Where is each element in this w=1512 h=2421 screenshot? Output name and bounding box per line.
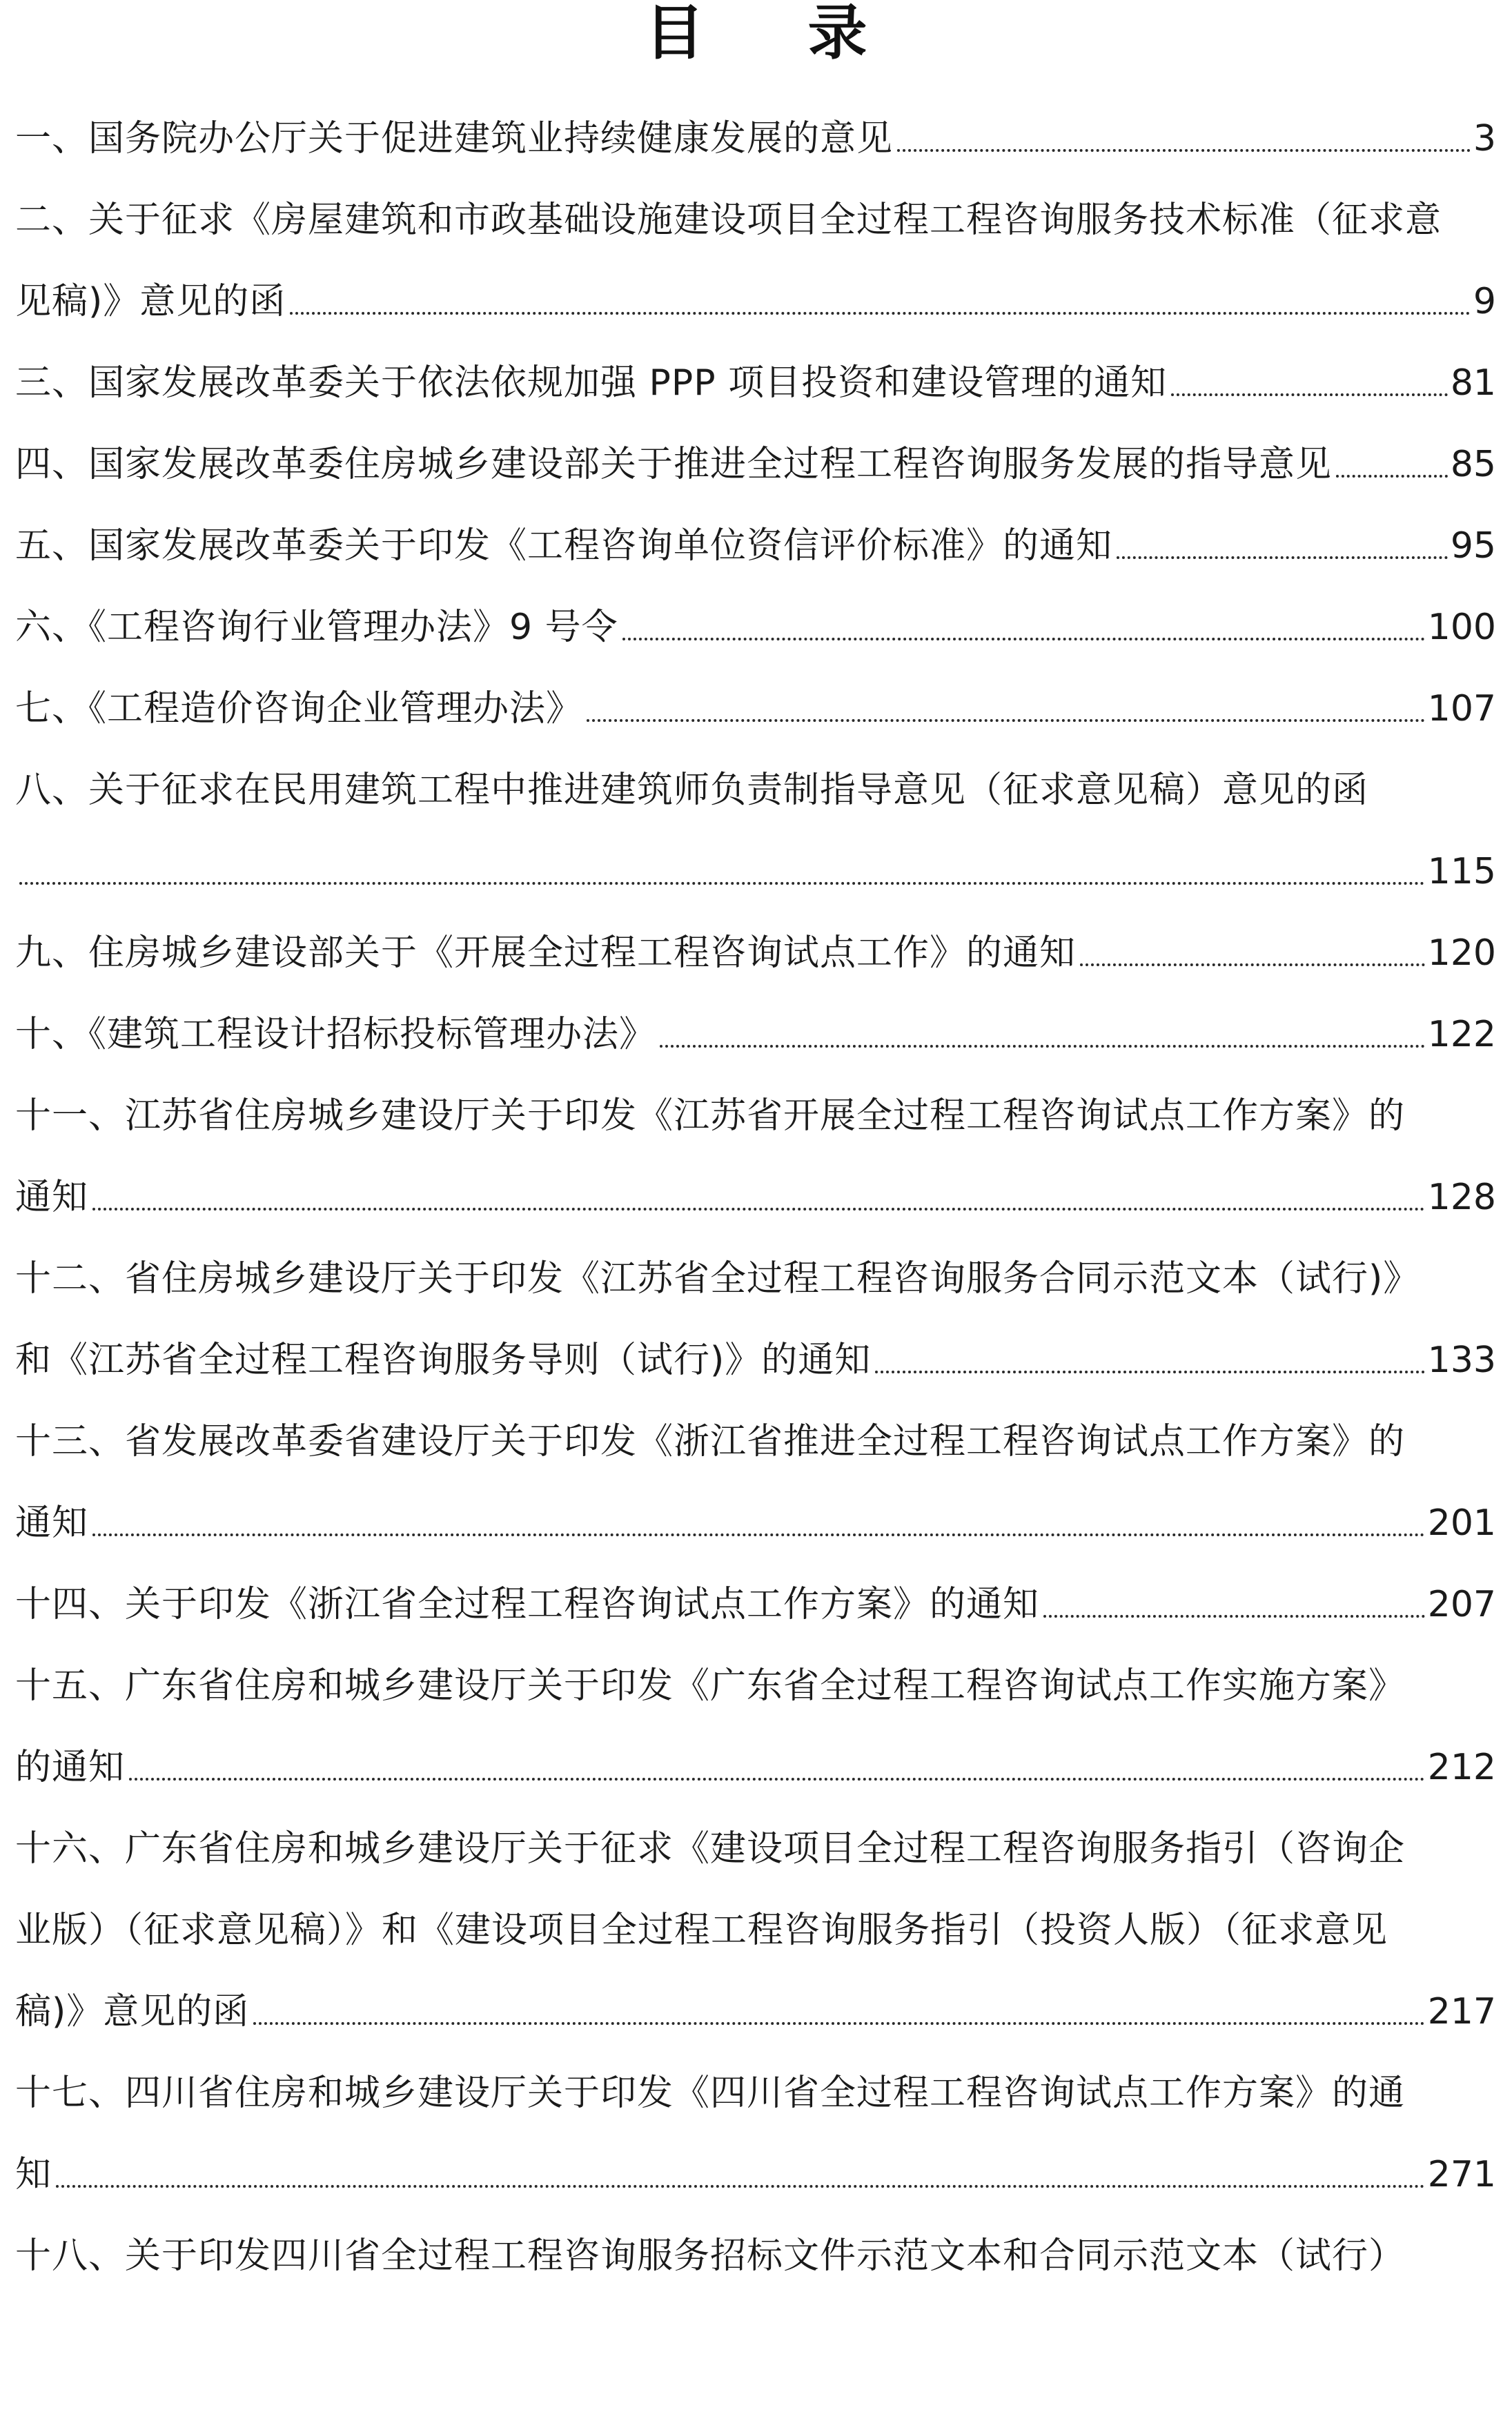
toc-entry-text: 十七、四川省住房和城乡建设厅关于印发《四川省全过程工程咨询试点工作方案》的通 [15, 2072, 1406, 2114]
dot-leader [56, 2185, 1425, 2188]
toc-entry-line[interactable] [15, 2213, 1496, 2294]
toc-entry-text: 三、国家发展改革委关于依法依规加强 PPP 项目投资和建设管理的通知 [15, 362, 1168, 404]
toc-entry-text: 二、关于征求《房屋建筑和市政基础设施建设项目全过程工程咨询服务技术标准（征求意 [15, 199, 1442, 241]
toc-page-number: 100 [1427, 607, 1496, 648]
toc-entry-text: 知 [15, 2154, 52, 2195]
toc-page-number: 107 [1427, 688, 1496, 729]
toc-list [15, 95, 1496, 2294]
dot-leader [1117, 556, 1448, 559]
toc-entry-line[interactable] [15, 584, 1496, 665]
dot-leader [875, 1371, 1424, 1373]
toc-entry-line[interactable] [15, 1805, 1496, 1887]
toc-entry-line[interactable] [15, 1724, 1496, 1805]
toc-entry-text: 十、《建筑工程设计招标投标管理办法》 [15, 1014, 656, 1055]
toc-entry-line[interactable] [15, 340, 1496, 421]
toc-entry-line[interactable] [15, 1398, 1496, 1480]
toc-entry-line[interactable] [15, 1887, 1496, 1968]
toc-entry-text: 四、国家发展改革委住房城乡建设部关于推进全过程工程咨询服务发展的指导意见 [15, 444, 1333, 485]
toc-entry-text: 十三、省发展改革委省建设厅关于印发《浙江省推进全过程工程咨询试点工作方案》的 [15, 1421, 1406, 1462]
toc-entry-line[interactable] [15, 828, 1496, 910]
toc-entry-text: 五、国家发展改革委关于印发《工程咨询单位资信评价标准》的通知 [15, 525, 1113, 567]
dot-leader [129, 1778, 1425, 1781]
dot-leader [622, 638, 1425, 640]
toc-entry-text: 八、关于征求在民用建筑工程中推进建筑师负责制指导意见（征求意见稿）意见的函 [15, 770, 1369, 811]
toc-page-number: 217 [1427, 1991, 1496, 2032]
toc-page-number: 95 [1450, 525, 1496, 567]
toc-entry-text: 九、住房城乡建设部关于《开展全过程工程咨询试点工作》的通知 [15, 932, 1077, 974]
dot-leader [92, 1208, 1425, 1210]
toc-entry-text: 十一、江苏省住房城乡建设厅关于印发《江苏省开展全过程工程咨询试点工作方案》的 [15, 1095, 1406, 1137]
toc-entry-text: 业版）（征求意见稿）》和《建设项目全过程工程咨询服务指引（投资人版）（征求意见 [15, 1910, 1388, 1951]
toc-page-number: 133 [1427, 1340, 1496, 1381]
dot-leader [1336, 475, 1448, 478]
toc-entry-text: 十二、省住房城乡建设厅关于印发《江苏省全过程工程咨询服务合同示范文本（试行)》 [15, 1258, 1420, 1300]
toc-entry-text: 十六、广东省住房和城乡建设厅关于征求《建设项目全过程工程咨询服务指引（咨询企 [15, 1828, 1406, 1870]
toc-entry-line[interactable] [15, 1643, 1496, 1724]
toc-entry-text: 和《江苏省全过程工程咨询服务导则（试行)》的通知 [15, 1340, 872, 1381]
dot-leader [92, 1533, 1425, 1536]
toc-entry-text: 通知 [15, 1502, 89, 1544]
toc-entry-line[interactable] [15, 1072, 1496, 1154]
toc-entry-text: 六、《工程咨询行业管理办法》9 号令 [15, 607, 618, 648]
dot-leader [660, 1045, 1425, 1048]
toc-entry-text: 稿)》意见的函 [15, 1991, 250, 2032]
dot-leader [1080, 963, 1425, 966]
toc-page-number: 128 [1427, 1177, 1496, 1218]
toc-entry-line[interactable] [15, 910, 1496, 991]
toc-page-number: 207 [1427, 1584, 1496, 1625]
toc-entry-line[interactable] [15, 991, 1496, 1072]
toc-page-number: 120 [1427, 932, 1496, 974]
toc-entry-line[interactable] [15, 1235, 1496, 1317]
toc-page-number: 115 [1427, 851, 1496, 892]
toc-entry-line[interactable] [15, 177, 1496, 258]
toc-entry-line[interactable] [15, 747, 1496, 828]
toc-entry-line[interactable] [15, 258, 1496, 340]
toc-entry-text: 七、《工程造价咨询企业管理办法》 [15, 688, 583, 729]
dot-leader [19, 882, 1425, 885]
toc-entry-text: 十八、关于印发四川省全过程工程咨询服务招标文件示范文本和合同示范文本（试行） [15, 2235, 1406, 2277]
dot-leader [1171, 393, 1448, 396]
dot-leader [290, 312, 1471, 315]
toc-entry-text: 的通知 [15, 1747, 126, 1788]
dot-leader [253, 2022, 1424, 2025]
toc-entry-text: 一、国务院办公厅关于促进建筑业持续健康发展的意见 [15, 118, 894, 159]
toc-entry-line[interactable] [15, 502, 1496, 584]
toc-entry-line[interactable] [15, 1480, 1496, 1561]
toc-entry-text: 见稿)》意见的函 [15, 281, 286, 322]
toc-page-number: 122 [1427, 1014, 1496, 1055]
dot-leader [1043, 1615, 1425, 1618]
toc-entry-line[interactable] [15, 1317, 1496, 1398]
toc-page-number: 85 [1450, 444, 1496, 485]
toc-page-number: 271 [1427, 2154, 1496, 2195]
dot-leader [587, 719, 1425, 722]
toc-entry-line[interactable] [15, 95, 1496, 177]
toc-page-number: 201 [1427, 1502, 1496, 1544]
toc-entry-line[interactable] [15, 2050, 1496, 2131]
toc-page-number: 81 [1450, 362, 1496, 404]
toc-entry-text: 通知 [15, 1177, 89, 1218]
toc-entry-line[interactable] [15, 1154, 1496, 1235]
dot-leader [897, 149, 1471, 152]
page-title: 目 录 [645, 0, 909, 68]
toc-entry-line[interactable] [15, 1561, 1496, 1643]
toc-entry-line[interactable] [15, 421, 1496, 502]
toc-page-number: 212 [1427, 1747, 1496, 1788]
toc-entry-text: 十四、关于印发《浙江省全过程工程咨询试点工作方案》的通知 [15, 1584, 1040, 1625]
toc-page-number: 3 [1473, 118, 1496, 159]
toc-entry-text: 十五、广东省住房和城乡建设厅关于印发《广东省全过程工程咨询试点工作实施方案》 [15, 1665, 1406, 1707]
toc-entry-line[interactable] [15, 2131, 1496, 2213]
toc-page-number: 9 [1473, 281, 1496, 322]
toc-entry-line[interactable] [15, 1968, 1496, 2050]
toc-entry-line[interactable] [15, 665, 1496, 747]
